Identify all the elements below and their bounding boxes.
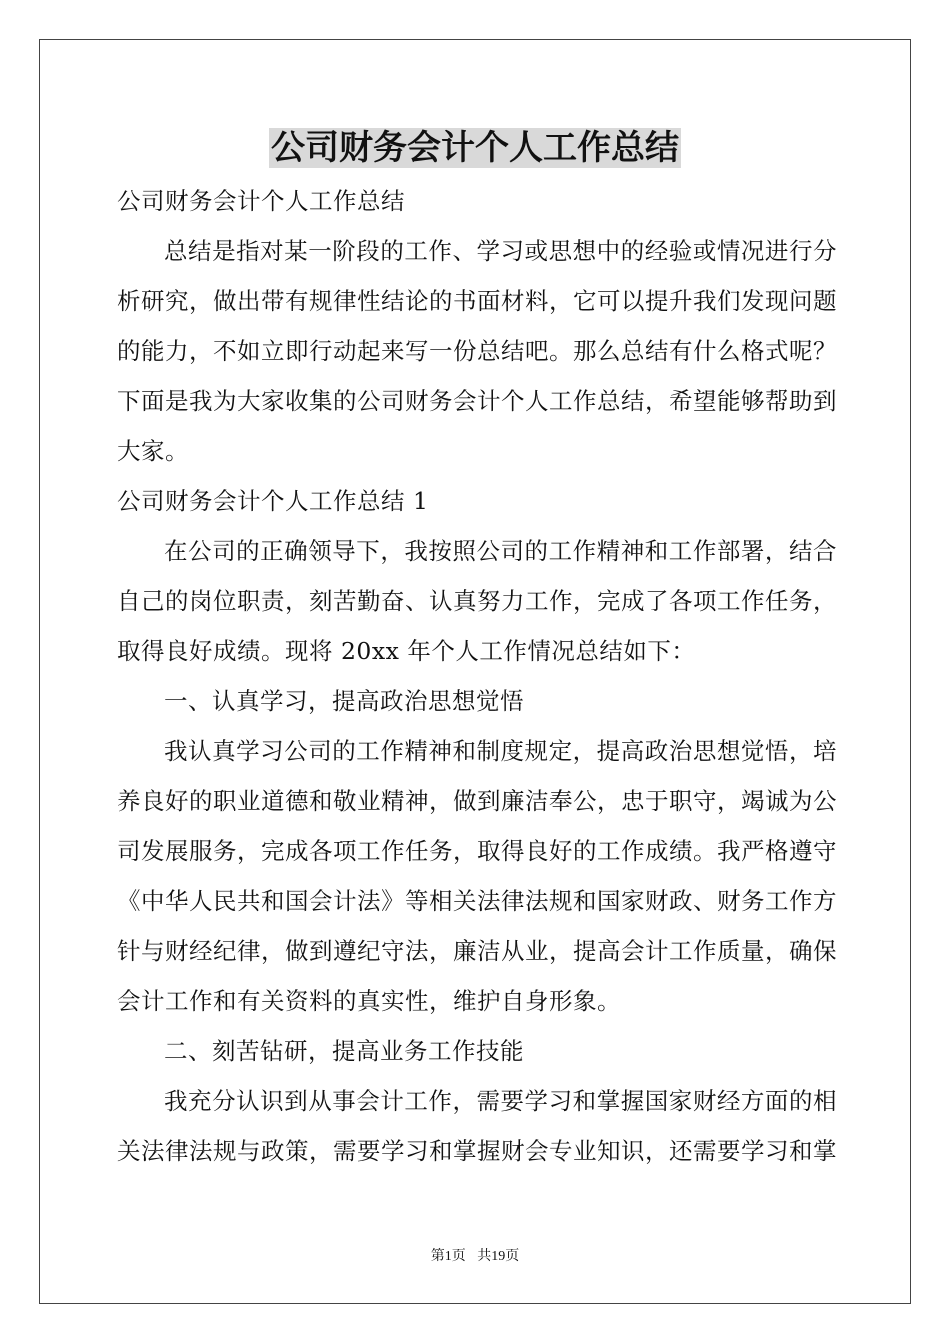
paragraph-heading-2: 二、刻苦钻研，提高业务工作技能: [164, 1037, 524, 1065]
paragraph-body-1: 我认真学习公司的工作精神和制度规定，提高政治思想觉悟，培养良好的职业道德和敬业精神，做到廉洁奉公，忠于职守，竭诚为公司发展服务，完成各项工作任务，取得良好的工作成绩。我严格遵守《中华人民共和国会计法》等相关法律法规和国家财政、财务工作方针与财经纪律，做到遵纪守法，廉洁从业，提高会计工作质量，确保会计工作和有关资料的真实性，维护自身形象。: [117, 737, 837, 1015]
page-number: 第1页: [430, 1249, 466, 1264]
paragraph-subtitle: 公司财务会计个人工作总结: [117, 187, 405, 215]
document-body: [117, 176, 837, 1176]
page-footer: [0, 1247, 950, 1267]
paragraph-intro: 总结是指对某一阶段的工作、学习或思想中的经验或情况进行分析研究，做出带有规律性结论的书面材料，它可以提升我们发现问题的能力，不如立即行动起来写一份总结吧。那么总结有什么格式呢？下面是我为大家收集的公司财务会计个人工作总结，希望能够帮助到大家。: [117, 237, 837, 465]
document-title: [0, 124, 950, 172]
paragraph-section-heading: 公司财务会计个人工作总结 1: [117, 487, 429, 515]
page-total: 共19页: [477, 1249, 520, 1264]
paragraph-heading-1: 一、认真学习，提高政治思想觉悟: [164, 687, 524, 715]
document-title-text: 公司财务会计个人工作总结: [271, 128, 679, 168]
paragraph-body-2: 我充分认识到从事会计工作，需要学习和掌握国家财经方面的相关法律法规与政策，需要学习和掌握财会专业知识，还需要学习和掌: [117, 1087, 837, 1165]
paragraph-opening: 在公司的正确领导下，我按照公司的工作精神和工作部署，结合自己的岗位职责，刻苦勤奋、认真努力工作，完成了各项工作任务，取得良好成绩。现将 20xx 年个人工作情况总结如下：: [117, 537, 837, 665]
